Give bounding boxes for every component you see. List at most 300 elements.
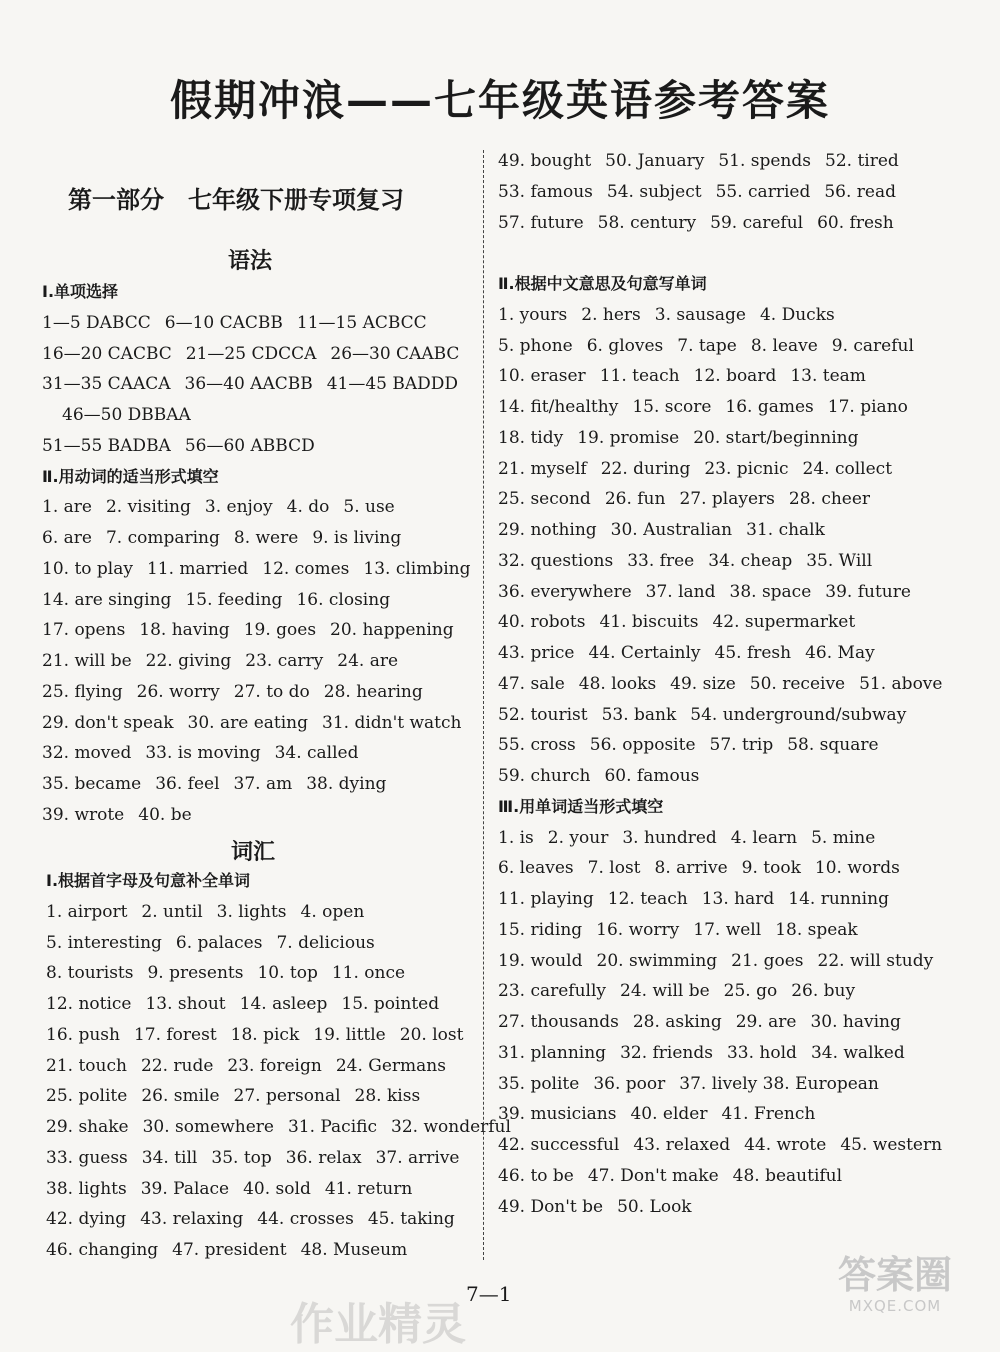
- answer-item: 16. push: [46, 1024, 120, 1045]
- answer-item: 16. games: [725, 397, 814, 417]
- answer-item: 2. until: [141, 901, 203, 922]
- answer-row: [46, 1081, 476, 1112]
- answer-item: 28. cheer: [788, 489, 871, 510]
- answer-item: 56—60 ABBCD: [184, 435, 315, 456]
- answer-item: 50. January: [605, 151, 705, 171]
- answer-item: 44. wrote: [744, 1135, 827, 1155]
- answer-row: [498, 546, 978, 577]
- answer-item: 40. be: [138, 804, 192, 825]
- answer-item: 17. well: [693, 919, 762, 940]
- answer-item: 33. free: [627, 550, 695, 571]
- answer-item: 30. are eating: [187, 712, 308, 733]
- answer-item: 33. is moving: [145, 743, 261, 764]
- answer-item: 50. receive: [749, 673, 846, 694]
- answer-item: 34. cheap: [708, 550, 793, 571]
- answer-item: 20. swimming: [596, 950, 718, 971]
- answer-row: [498, 1192, 978, 1223]
- answer-item: 25. second: [498, 489, 591, 510]
- answer-item: 5. interesting: [46, 932, 162, 953]
- answer-row: [46, 989, 476, 1020]
- answer-item: 46—50 DBBAA: [62, 405, 191, 425]
- answer-item: 31. didn't watch: [322, 712, 462, 733]
- answer-item: 37. land: [645, 581, 716, 602]
- answer-item: 4. do: [286, 497, 330, 518]
- answer-item: 2. visiting: [105, 497, 191, 518]
- answer-item: 9. presents: [147, 963, 244, 984]
- answer-item: 29. nothing: [498, 520, 597, 540]
- answer-item: 35. Will: [806, 550, 873, 571]
- answer-item: 36. feel: [155, 774, 220, 794]
- answer-item: 36. everywhere: [498, 581, 632, 602]
- answer-row: [498, 915, 978, 946]
- answer-row: [498, 1130, 978, 1161]
- answer-item: 8. leave: [750, 335, 818, 356]
- answer-row: [498, 853, 978, 884]
- answer-item: 59. careful: [710, 212, 804, 233]
- answer-item: 40. robots: [498, 612, 586, 633]
- answer-item: 4. open: [300, 901, 365, 922]
- answer-row: [46, 928, 476, 959]
- answer-item: 27. thousands: [498, 1012, 619, 1032]
- answer-item: 57. trip: [709, 735, 774, 756]
- answer-row: [498, 1007, 978, 1038]
- answer-item: 20. happening: [330, 620, 454, 641]
- subsection-heading: Ⅲ.用单词适当形式填空: [498, 796, 664, 816]
- answer-item: 47. sale: [498, 673, 565, 694]
- watermark-logo-big: 答案圈: [837, 1253, 952, 1297]
- vocab-answers: [46, 866, 511, 1266]
- answer-item: 1. is: [498, 827, 534, 848]
- answer-item: 18. tidy: [498, 427, 564, 448]
- answer-item: 38. dying: [306, 774, 387, 794]
- answer-item: 4. learn: [730, 827, 798, 848]
- answer-row: [498, 607, 978, 638]
- answer-row: [42, 523, 472, 554]
- answer-row: [42, 769, 472, 800]
- answer-item: 15. riding: [498, 919, 583, 940]
- answer-item: 18. speak: [775, 919, 858, 940]
- subsection-heading: Ⅰ.单项选择: [42, 282, 119, 301]
- answer-item: 44. crosses: [257, 1209, 354, 1230]
- answer-row: [498, 361, 978, 392]
- answer-row: [46, 1051, 476, 1082]
- answer-row: [498, 1099, 978, 1130]
- answer-item: 32. questions: [498, 550, 614, 571]
- answer-item: 32. wonderful: [391, 1117, 511, 1137]
- answer-item: 20. lost: [399, 1024, 464, 1045]
- answer-item: 29. shake: [46, 1117, 129, 1137]
- answer-item: 10. to play: [42, 558, 133, 579]
- watermark-text: 作业精灵: [290, 1299, 466, 1350]
- part-heading: 第一部分 七年级下册专项复习: [68, 186, 404, 214]
- answer-item: 47. president: [172, 1240, 287, 1260]
- answer-row: [46, 1143, 476, 1174]
- answer-item: 46. to be: [498, 1165, 574, 1186]
- answer-item: 50. Look: [617, 1196, 692, 1217]
- answer-item: 24. are: [337, 651, 399, 671]
- answer-item: 42. supermarket: [712, 612, 856, 633]
- answer-item: 57. future: [498, 212, 584, 233]
- answer-item: 36. relax: [285, 1147, 362, 1168]
- answer-item: 10. top: [257, 963, 318, 984]
- answer-item: 26—30 CAABC: [330, 343, 460, 364]
- answer-row: [498, 577, 978, 608]
- answer-item: 19. would: [498, 950, 583, 971]
- answer-item: 8. tourists: [46, 963, 134, 984]
- answer-item: 29. don't speak: [42, 712, 174, 733]
- answer-item: 48. looks: [578, 673, 657, 694]
- answer-row: [42, 677, 472, 708]
- answer-item: 55. carried: [715, 181, 811, 202]
- answer-row: [498, 392, 978, 423]
- answer-item: 27. personal: [233, 1086, 341, 1107]
- answer-item: 3. lights: [216, 901, 287, 922]
- answer-item: 28. kiss: [354, 1086, 421, 1107]
- column-divider: [483, 150, 484, 1260]
- answer-item: 41. French: [721, 1104, 816, 1125]
- answer-row: [46, 1174, 476, 1205]
- answer-item: 39. wrote: [42, 804, 125, 825]
- answer-item: 25. go: [723, 981, 778, 1002]
- answer-item: 28. asking: [632, 1012, 722, 1032]
- answer-item: 17. opens: [42, 620, 126, 641]
- answer-item: 48. beautiful: [732, 1165, 843, 1186]
- answer-item: 56. opposite: [589, 735, 696, 756]
- answer-item: 29. are: [735, 1012, 797, 1032]
- answer-item: 13. hard: [701, 889, 775, 909]
- answer-item: 33. hold: [726, 1042, 797, 1063]
- answer-item: 9. took: [741, 858, 801, 879]
- answer-row: [42, 800, 472, 831]
- answer-row: [498, 761, 978, 792]
- answer-item: 22. giving: [145, 651, 232, 671]
- answer-item: 11—15 ACBCC: [296, 312, 427, 333]
- answer-item: 24. collect: [802, 458, 893, 479]
- answer-item: 36—40 AACBB: [184, 374, 313, 395]
- answer-item: 13. team: [790, 366, 866, 387]
- answer-item: 9. is living: [312, 528, 402, 548]
- answer-row: [498, 638, 978, 669]
- answer-item: 30. somewhere: [142, 1117, 274, 1137]
- answer-item: 41. return: [324, 1178, 413, 1199]
- answer-item: 45. taking: [367, 1209, 455, 1230]
- answer-item: 37. arrive: [375, 1147, 460, 1168]
- answer-item: 26. smile: [141, 1086, 220, 1107]
- answer-row: [498, 177, 978, 208]
- answer-row: [498, 454, 978, 485]
- answer-item: 7. lost: [587, 858, 641, 879]
- answer-item: 14. fit/healthy: [498, 397, 619, 417]
- answer-item: 31. Pacific: [287, 1117, 378, 1137]
- answer-item: 15. score: [632, 397, 712, 417]
- answer-item: 12. teach: [607, 889, 688, 909]
- answer-row: [498, 515, 978, 546]
- answer-row: [498, 331, 978, 362]
- answer-item: 52. tourist: [498, 704, 588, 725]
- answer-item: 59. church: [498, 766, 591, 786]
- answer-item: 16. closing: [296, 589, 391, 610]
- answer-row: [42, 339, 472, 370]
- answer-item: 30. Australian: [610, 520, 733, 540]
- answer-item: 35. became: [42, 774, 142, 794]
- answer-item: 6. leaves: [498, 858, 574, 879]
- answer-item: 37. am: [233, 774, 293, 794]
- answer-item: 41—45 BADDD: [326, 374, 459, 395]
- answer-item: 12. comes: [262, 558, 350, 579]
- answer-item: 22. rude: [140, 1055, 214, 1076]
- answer-item: 11. once: [331, 963, 406, 984]
- answer-item: 22. during: [600, 458, 691, 479]
- answer-item: 46. changing: [46, 1240, 159, 1260]
- answer-item: 21. will be: [42, 651, 132, 671]
- answer-item: 8. arrive: [654, 858, 728, 879]
- answer-item: 27. players: [679, 489, 775, 510]
- answer-item: 51. spends: [718, 151, 811, 171]
- answer-item: 7. tape: [677, 335, 737, 356]
- answer-item: 21. goes: [731, 950, 804, 971]
- answer-row: [42, 308, 472, 339]
- answer-item: 46. May: [805, 643, 875, 663]
- answer-row: [498, 976, 978, 1007]
- answer-item: 23. foreign: [227, 1055, 322, 1076]
- answer-item: 38. space: [729, 581, 812, 602]
- answer-row: [498, 484, 978, 515]
- answer-item: 25. polite: [46, 1086, 128, 1107]
- answer-item: 31. planning: [498, 1042, 607, 1063]
- answer-row: [42, 708, 472, 739]
- answer-item: 51—55 BADBA: [42, 435, 171, 456]
- answer-row: [42, 554, 472, 585]
- answer-item: 60. fresh: [817, 212, 894, 233]
- answer-item: 45. western: [840, 1135, 943, 1155]
- answer-item: 34. till: [141, 1147, 198, 1168]
- answer-item: 18. pick: [230, 1024, 300, 1045]
- answer-item: 6. palaces: [175, 932, 263, 953]
- answer-row: [42, 615, 472, 646]
- answer-item: 54. underground/subway: [690, 704, 907, 725]
- answer-item: 32. friends: [620, 1042, 713, 1063]
- answer-item: 56. read: [824, 181, 896, 202]
- answer-item: 11. married: [146, 558, 249, 579]
- answer-item: 7. delicious: [276, 932, 375, 953]
- answer-item: 1. yours: [498, 304, 568, 325]
- answer-row: [42, 492, 472, 523]
- answer-item: 31. chalk: [746, 520, 825, 540]
- answer-row: [46, 1112, 511, 1143]
- answer-item: 3. sausage: [654, 304, 746, 325]
- answer-item: 31—35 CAACA: [42, 374, 171, 395]
- answer-item: 6. are: [42, 528, 92, 548]
- answer-row: [42, 431, 472, 462]
- answer-item: 34. walked: [810, 1042, 905, 1063]
- watermark-logo: [810, 1253, 980, 1323]
- right-column-answers: [498, 146, 978, 1222]
- answer-item: 20. start/beginning: [693, 427, 859, 448]
- answer-item: 8. were: [233, 528, 299, 548]
- answer-item: 43. relaxing: [140, 1209, 244, 1230]
- answer-item: 5. use: [343, 497, 395, 518]
- answer-item: 35. top: [211, 1147, 272, 1168]
- answer-item: 19. promise: [577, 427, 680, 448]
- answer-item: 13. climbing: [363, 558, 471, 579]
- answer-item: 17. forest: [133, 1024, 217, 1045]
- answer-item: 7. comparing: [105, 528, 220, 548]
- answer-item: 28. hearing: [323, 681, 423, 702]
- answer-row: [42, 400, 472, 431]
- answer-row: [498, 1038, 978, 1069]
- answer-item: 25. flying: [42, 681, 123, 702]
- answer-item: 49. Don't be: [498, 1196, 604, 1217]
- answer-item: 30. having: [810, 1012, 901, 1032]
- answer-row: [498, 884, 978, 915]
- answer-item: 49. bought: [498, 151, 592, 171]
- answer-item: 6—10 CACBB: [164, 312, 283, 333]
- answer-item: 6. gloves: [586, 335, 664, 356]
- answer-item: 37. lively 38. European: [679, 1073, 879, 1094]
- answer-row: [498, 669, 978, 700]
- answer-item: 32. moved: [42, 743, 132, 764]
- answer-row: [46, 1020, 476, 1051]
- answer-item: 23. carry: [245, 651, 324, 671]
- answer-item: 52. tired: [825, 151, 899, 171]
- answer-item: 27. to do: [233, 681, 310, 702]
- answer-row: [42, 738, 472, 769]
- answer-item: 24. will be: [620, 981, 710, 1002]
- answer-item: 18. having: [139, 620, 230, 641]
- answer-row: [498, 946, 978, 977]
- answer-row: [498, 823, 978, 854]
- page-number: 7—1: [466, 1282, 512, 1306]
- answer-item: 16—20 CACBC: [42, 343, 172, 364]
- answer-item: 17. piano: [827, 397, 908, 417]
- answer-item: 45. fresh: [714, 643, 792, 663]
- answer-item: 9. careful: [831, 335, 914, 356]
- answer-row: [46, 1235, 476, 1266]
- answer-item: 13. shout: [145, 994, 226, 1014]
- answer-item: 42. dying: [46, 1209, 127, 1230]
- answer-row: [46, 958, 476, 989]
- answer-row: [46, 1204, 476, 1235]
- answer-item: 39. musicians: [498, 1104, 617, 1125]
- answer-item: 11. playing: [498, 889, 594, 909]
- answer-row: [46, 897, 476, 928]
- answer-item: 51. above: [859, 673, 943, 694]
- answer-item: 15. pointed: [341, 994, 440, 1014]
- answer-item: 1. airport: [46, 901, 128, 922]
- answer-item: 43. price: [498, 643, 575, 663]
- answer-item: 3. enjoy: [204, 497, 273, 518]
- answer-item: 39. future: [825, 581, 911, 602]
- answer-item: 1—5 DABCC: [42, 312, 151, 333]
- answer-item: 39. Palace: [140, 1178, 230, 1199]
- answer-item: 23. carefully: [498, 981, 607, 1002]
- answer-row: [498, 730, 978, 761]
- answer-item: 41. biscuits: [599, 612, 699, 633]
- answer-item: 26. worry: [136, 681, 220, 702]
- answer-row: [498, 700, 978, 731]
- subsection-heading: Ⅱ.根据中文意思及句意写单词: [498, 274, 707, 293]
- answer-item: 21. myself: [498, 458, 587, 479]
- answer-item: 47. Don't make: [587, 1165, 719, 1186]
- answer-item: 55. cross: [498, 735, 576, 756]
- answer-item: 26. fun: [604, 489, 666, 510]
- answer-item: 16. worry: [596, 919, 680, 940]
- grammar-answers: [42, 277, 472, 831]
- answer-row: [498, 423, 978, 454]
- answer-item: 60. famous: [604, 766, 700, 786]
- answer-item: 19. little: [313, 1024, 386, 1045]
- answer-item: 40. elder: [630, 1104, 708, 1125]
- answer-item: 53. bank: [601, 704, 677, 725]
- answer-item: 24. Germans: [335, 1055, 446, 1076]
- answer-item: 35. polite: [498, 1073, 580, 1094]
- answer-row: [498, 1161, 978, 1192]
- answer-row: [42, 585, 472, 616]
- answer-item: 19. goes: [243, 620, 317, 641]
- answer-item: 15. feeding: [185, 589, 283, 610]
- answer-item: 3. hundred: [622, 827, 717, 848]
- answer-item: 14. asleep: [239, 994, 328, 1014]
- subsection-heading: Ⅱ.用动词的适当形式填空: [42, 466, 219, 486]
- answer-item: 58. century: [597, 212, 697, 233]
- spacer: [498, 238, 978, 269]
- answer-item: 43. relaxed: [633, 1135, 731, 1155]
- answer-item: 42. successful: [498, 1135, 620, 1155]
- answer-item: 54. subject: [606, 181, 702, 202]
- answer-item: 5. phone: [498, 335, 573, 356]
- page-title: 假期冲浪——七年级英语参考答案: [169, 76, 830, 125]
- answer-item: 2. hers: [581, 304, 641, 325]
- answer-row: [42, 369, 472, 400]
- answer-item: 12. board: [693, 366, 777, 387]
- answer-item: 26. buy: [791, 981, 856, 1002]
- grammar-heading: 语法: [227, 249, 272, 274]
- answer-item: 14. running: [788, 889, 889, 909]
- answer-item: 33. guess: [46, 1147, 128, 1168]
- answer-item: 5. mine: [811, 827, 876, 848]
- answer-item: 40. sold: [243, 1178, 311, 1199]
- watermark-logo-small: MXQE.COM: [848, 1297, 942, 1315]
- answer-item: 2. your: [547, 827, 609, 848]
- answer-item: 34. called: [274, 743, 359, 764]
- answer-item: 11. teach: [599, 366, 680, 387]
- answer-item: 12. notice: [46, 994, 132, 1014]
- answer-item: 48. Museum: [300, 1240, 408, 1260]
- answer-row: [498, 300, 978, 331]
- answer-item: 1. are: [42, 497, 92, 518]
- answer-item: 22. will study: [817, 950, 934, 971]
- answer-item: 58. square: [787, 735, 879, 756]
- answer-item: 21—25 CDCCA: [185, 343, 317, 364]
- answer-item: 44. Certainly: [588, 643, 701, 663]
- answer-item: 10. eraser: [498, 366, 586, 387]
- answer-item: 21. touch: [46, 1055, 127, 1076]
- answer-item: 14. are singing: [42, 589, 172, 610]
- answer-row: [498, 146, 978, 177]
- vocab-heading: 词汇: [230, 840, 275, 865]
- answer-item: 10. words: [814, 858, 900, 879]
- answer-item: 53. famous: [498, 181, 593, 202]
- answer-item: 49. size: [670, 673, 736, 694]
- subsection-heading: Ⅰ.根据首字母及句意补全单词: [46, 871, 251, 890]
- answer-item: 38. lights: [46, 1178, 127, 1199]
- answer-item: 4. Ducks: [759, 304, 835, 325]
- answer-row: [498, 1069, 978, 1100]
- answer-row: [42, 646, 472, 677]
- answer-row: [498, 208, 978, 239]
- answer-item: 23. picnic: [704, 458, 789, 479]
- answer-item: 36. poor: [593, 1073, 666, 1094]
